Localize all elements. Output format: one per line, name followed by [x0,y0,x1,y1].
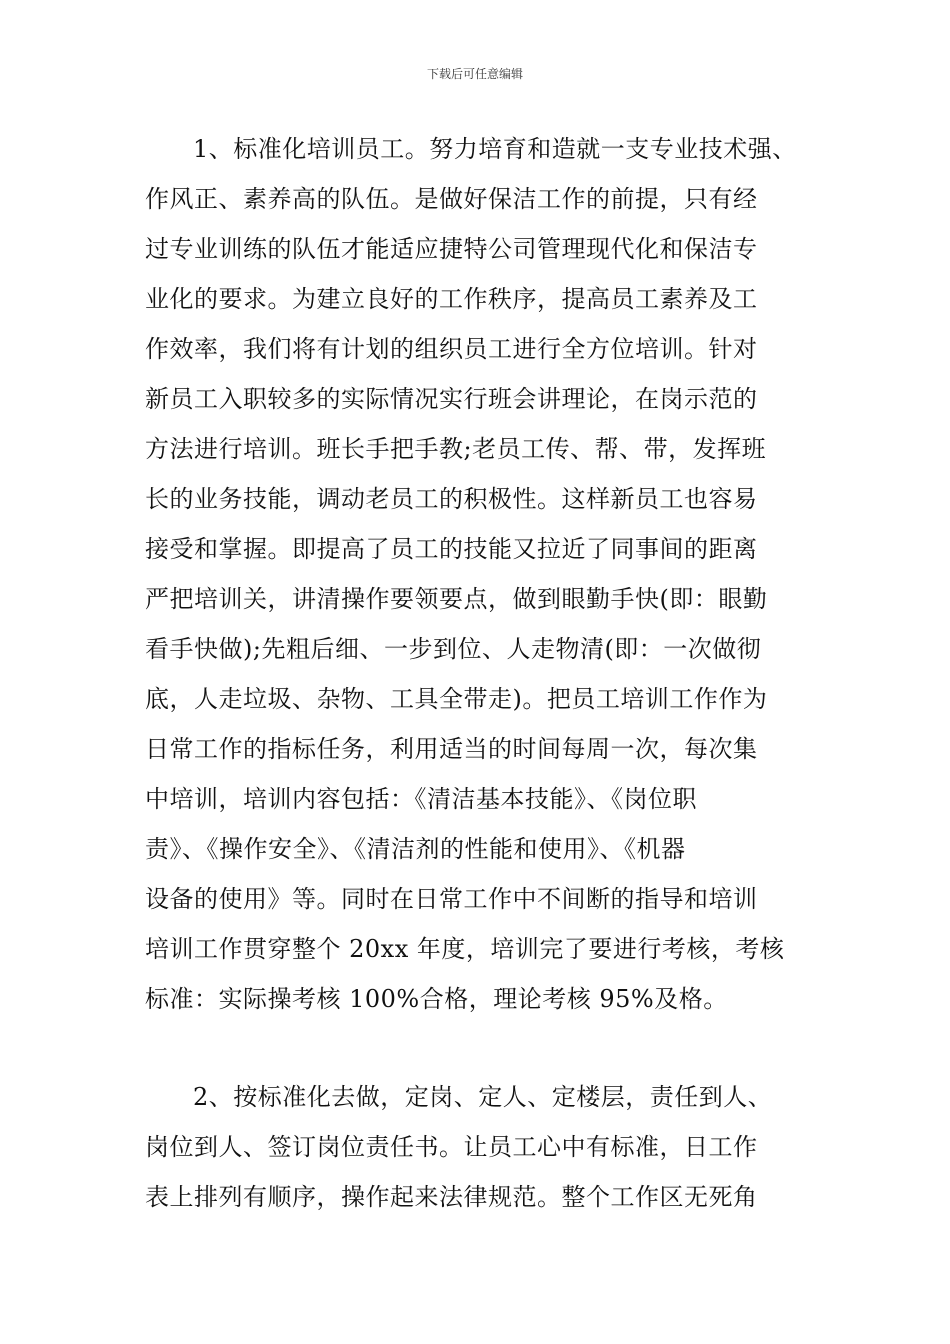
paragraph-line: 标准：实际操考核 100%合格，理论考核 95%及格。 [145,985,728,1013]
paragraph-line: 过专业训练的队伍才能适应捷特公司管理现代化和保洁专 [145,235,758,263]
paragraph-line: 严把培训关，讲清操作要领要点，做到眼勤手快(即：眼勤 [145,585,768,613]
paragraph-2 [145,1072,810,1222]
paragraph-line: 新员工入职较多的实际情况实行班会讲理论，在岗示范的 [145,385,758,413]
page-header: 下载后可任意编辑 [426,67,523,81]
paragraph-line: 培训工作贯穿整个 20xx 年度，培训完了要进行考核，考核 [145,935,785,963]
paragraph-line: 作效率，我们将有计划的组织员工进行全方位培训。针对 [145,335,758,363]
paragraph-line: 1、标准化培训员工。努力培育和造就一支专业技术强、 [193,135,797,163]
paragraph-line: 中培训，培训内容包括：《清洁基本技能》、《岗位职 [145,785,697,813]
paragraph-line: 底，人走垃圾、杂物、工具全带走)。把员工培训工作作为 [145,685,768,713]
paragraph-line: 表上排列有顺序，操作起来法律规范。整个工作区无死角 [145,1183,758,1211]
paragraph-1 [145,124,810,1024]
paragraph-line: 日常工作的指标任务，利用适当的时间每周一次，每次集 [145,735,758,763]
paragraph-line: 看手快做);先粗后细、一步到位、人走物清(即：一次做彻 [145,635,762,663]
paragraph-line: 业化的要求。为建立良好的工作秩序，提高员工素养及工 [145,285,758,313]
paragraph-line: 2、按标准化去做，定岗、定人、定楼层，责任到人、 [193,1083,773,1111]
paragraph-line: 岗位到人、签订岗位责任书。让员工心中有标准，日工作 [145,1133,758,1161]
paragraph-line: 设备的使用》等。同时在日常工作中不间断的指导和培训 [145,885,758,913]
paragraph-line: 接受和掌握。即提高了员工的技能又拉近了同事间的距离 [145,535,758,563]
paragraph-line: 长的业务技能，调动老员工的积极性。这样新员工也容易 [145,485,758,513]
paragraph-line: 责》、《操作安全》、《清洁剂的性能和使用》、《机器 [145,835,686,863]
paragraph-line: 方法进行培训。班长手把手教;老员工传、帮、带，发挥班 [145,435,767,463]
paragraph-line: 作风正、素养高的队伍。是做好保洁工作的前提，只有经 [145,185,758,213]
